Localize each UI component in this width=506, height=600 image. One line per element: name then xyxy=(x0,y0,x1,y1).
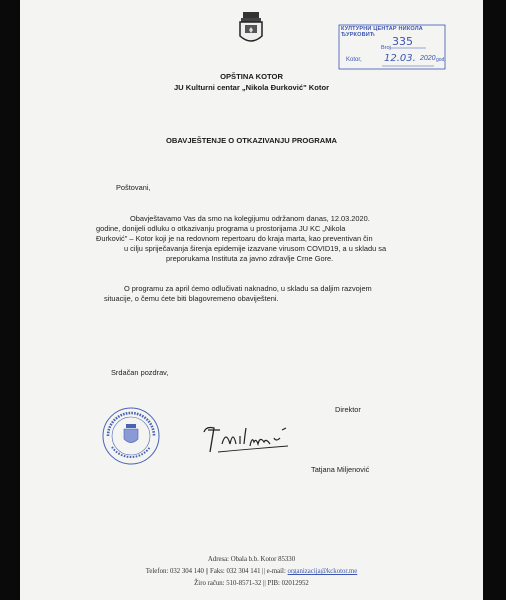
footer-contacts xyxy=(20,568,483,575)
footer-phone-fax: Telefon: 032 304 140 || Faks: 032 304 141 || e-mail: xyxy=(145,568,288,575)
official-seal xyxy=(100,405,162,467)
paragraph-1-line: Đurković" – Kotor koji je na redovnom repertoaru do kraja marta, kao preventivan čin xyxy=(96,234,373,243)
stamp-place: Kotor, xyxy=(346,57,362,63)
stamp-year: 2020 xyxy=(420,55,436,62)
signatory-name: Tatjana Miljenović xyxy=(311,465,370,474)
footer-email-link[interactable]: organizacija@kckotor.me xyxy=(287,568,358,575)
registry-number-label: Broj xyxy=(381,45,391,51)
letter-page xyxy=(20,0,483,600)
footer-address: Adresa: Obala b.b. Kotor 85330 xyxy=(207,556,296,563)
stamp-date: 12.03. xyxy=(384,53,416,64)
paragraph-1-line: u cilju spriječavanja širenja epidemije izazvane virusom COVID19, a u skladu sa xyxy=(124,244,387,253)
salutation: Poštovani, xyxy=(116,183,151,192)
registry-number: 335 xyxy=(392,35,413,48)
registry-stamp xyxy=(338,24,446,70)
document-title: OBAVJEŠTENJE O OTKAZIVANJU PROGRAMA xyxy=(165,136,338,145)
stamp-organization: КУЛТУРНИ ЦЕНТАР НИКОЛА ЂУРКОВИЋ xyxy=(341,26,423,38)
paragraph-1-line: preporukama Instituta za javno zdravlje Crne Gore. xyxy=(166,254,334,263)
footer-bank: Žiro račun: 510-8571-32 || PIB: 02012952 xyxy=(194,580,309,587)
municipality-name: OPŠTINA KOTOR xyxy=(220,72,283,81)
stamp-god: god. xyxy=(436,57,446,63)
closing: Srdačan pozdrav, xyxy=(111,368,169,377)
signatory-role: Direktor xyxy=(335,405,361,414)
municipal-coat-of-arms xyxy=(237,12,265,46)
institution-name: JU Kulturni centar „Nikola Đurković" Kotor xyxy=(173,83,330,92)
paragraph-2-line: O programu za april ćemo odlučivati naknadno, u skladu sa daljim razvojem xyxy=(124,284,372,293)
handwritten-signature xyxy=(200,416,300,456)
paragraph-1-line: godine, donijeli odluku o otkazivanju programa u prostorijama JU KC „Nikola xyxy=(96,224,346,233)
paragraph-1-line: Obavještavamo Vas da smo na kolegijumu održanom danas, 12.03.2020. xyxy=(130,214,370,223)
paragraph-2-line: situacije, o čemu ćete biti blagovremeno obaviješteni. xyxy=(104,294,279,303)
